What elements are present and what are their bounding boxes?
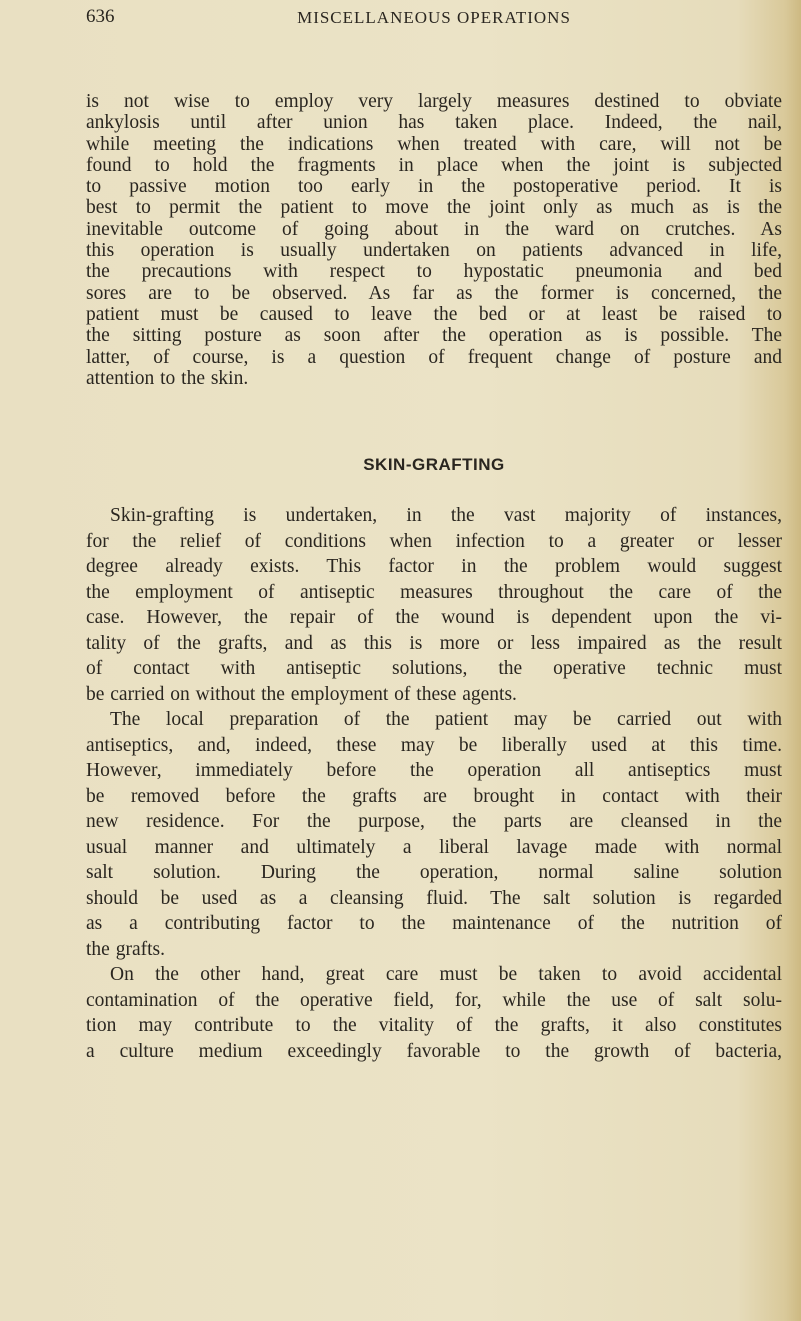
text-line: Skin-grafting is undertaken, in the vast majority of instances, xyxy=(110,505,782,526)
text-line: found to hold the fragments in place when the joint is subjected xyxy=(86,154,782,176)
running-title: MISCELLANEOUS OPERATIONS xyxy=(297,8,571,27)
text-line: to passive motion too early in the postoperative period. It is xyxy=(86,176,782,198)
text-line: case. However, the repair of the wound is dependent upon the vi- xyxy=(86,607,782,628)
text-line: attention to the skin. xyxy=(86,367,249,389)
text-line: ankylosis until after union has taken place. Indeed, the nail, xyxy=(86,112,782,134)
text-line: should be used as a cleansing fluid. The salt solution is regarded xyxy=(86,887,782,909)
text-line: sores are to be observed. As far as the former is concerned, the xyxy=(86,282,782,304)
text-line: latter, of course, is a question of frequent change of posture and xyxy=(86,346,782,368)
text-line: tion may contribute to the vitality of the grafts, it also constitutes xyxy=(86,1015,782,1036)
text-line: the sitting posture as soon after the operation as is possible. The xyxy=(86,325,782,347)
text-line: is not wise to employ very largely measures destined to obviate xyxy=(86,91,782,112)
text-line: tality of the grafts, and as this is more or less impaired as the result xyxy=(86,632,782,654)
text-line: The local preparation of the patient may be carried out with xyxy=(110,709,782,730)
text-line: However, immediately before the operation all antiseptics must xyxy=(86,760,782,781)
paragraph-1 xyxy=(86,91,782,389)
text-line: the employment of antiseptic measures throughout the care of the xyxy=(86,581,782,603)
section-heading: SKIN-GRAFTING xyxy=(363,455,505,474)
text-line: a culture medium exceedingly favorable to the growth of bacteria, xyxy=(86,1040,782,1062)
text-line: be carried on without the employment of these agents. xyxy=(86,683,517,705)
text-line: antiseptics, and, indeed, these may be liberally used at this time. xyxy=(86,734,782,756)
text-line: new residence. For the purpose, the parts are cleansed in the xyxy=(86,811,782,832)
paragraph-2 xyxy=(86,503,782,1064)
text-line: best to permit the patient to move the joint only as much as is the xyxy=(86,197,782,219)
text-line: while meeting the indications when treated with care, will not be xyxy=(86,133,782,155)
text-line: salt solution. During the operation, normal saline solution xyxy=(86,862,782,883)
text-line: for the relief of conditions when infection to a greater or lesser xyxy=(86,530,782,552)
page-number: 636 xyxy=(86,6,115,27)
text-line: the grafts. xyxy=(86,938,165,960)
page-header xyxy=(86,6,782,32)
text-line: as a contributing factor to the maintenance of the nutrition of xyxy=(86,913,782,934)
text-line: contamination of the operative field, for, while the use of salt solu- xyxy=(86,989,782,1011)
text-line: the precautions with respect to hypostatic pneumonia and bed xyxy=(86,261,782,283)
text-line: degree already exists. This factor in the problem would suggest xyxy=(86,556,782,577)
text-line: this operation is usually undertaken on patients advanced in life, xyxy=(86,240,782,262)
text-line: On the other hand, great care must be taken to avoid accidental xyxy=(110,964,782,985)
text-line: patient must be caused to leave the bed or at least be raised to xyxy=(86,303,782,325)
text-line: of contact with antiseptic solutions, the operative technic must xyxy=(86,658,782,679)
text-line: be removed before the grafts are brought in contact with their xyxy=(86,785,782,807)
text-line: usual manner and ultimately a liberal lavage made with normal xyxy=(86,836,782,858)
text-line: inevitable outcome of going about in the ward on crutches. As xyxy=(86,218,782,240)
